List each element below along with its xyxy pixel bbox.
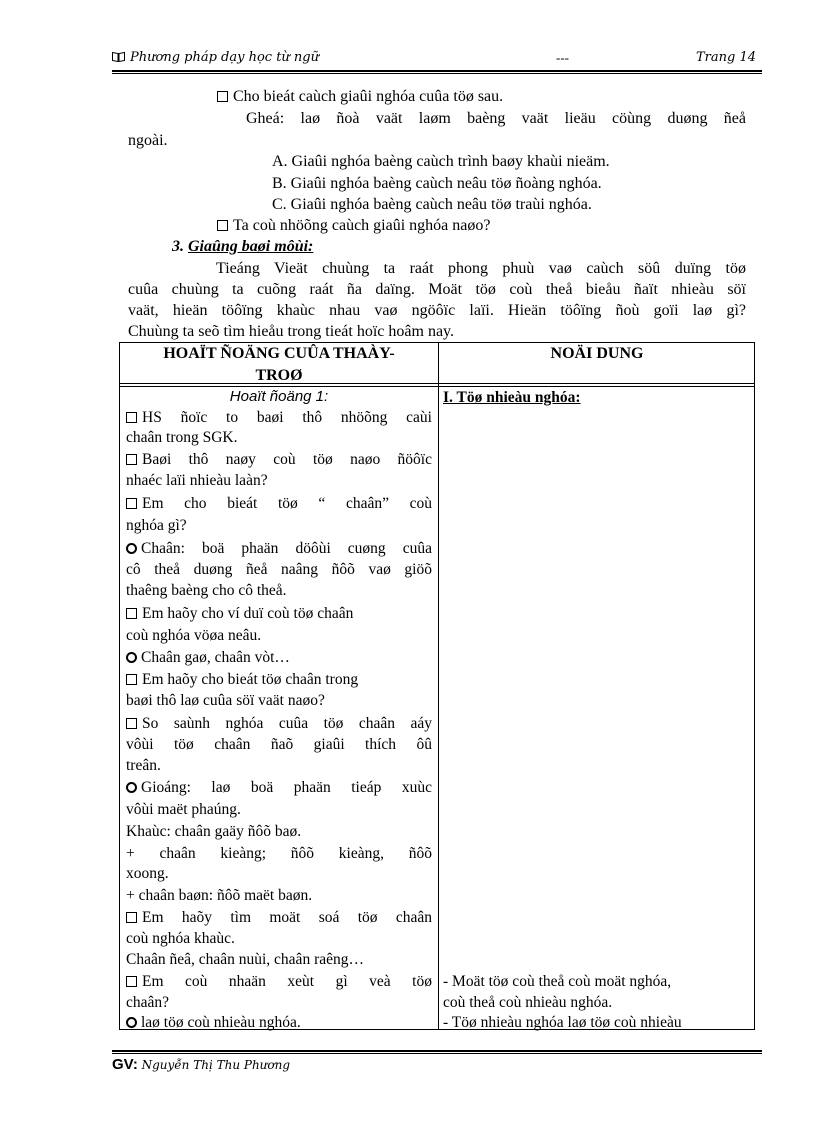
table-row: Chaân ñeâ, chaân nuùi, chaân raêng… [126,951,364,968]
option-c: C. Giaûi nghóa baèng caùch neâu töø traùi nghóa. [272,196,592,213]
page-header [112,50,762,70]
table-row: laø töø coù nhieàu nghóa. [126,1013,432,1033]
header-rule [112,70,762,72]
table-row: Em cho bieát töø “ chaân” coù [126,494,432,514]
intro-line: ngoài. [128,132,168,149]
circle-bullet-icon [126,782,137,793]
table-row: Em haõy cho ví duï coù töø chaân [126,604,432,624]
header-page-number: Trang 14 [695,50,756,65]
square-bullet-icon [126,674,137,685]
page-footer [112,1056,290,1074]
activity-heading: Hoaït ñoäng 1: [229,388,329,405]
table-row: vôùi töø chaân ñaõ giaûi thích ôû [126,736,432,753]
square-bullet-icon [217,220,228,231]
square-bullet-icon [126,454,137,465]
table-row: Em haõy tìm moät soá töø chaân [126,908,432,928]
table-row: chaân? [126,994,170,1011]
intro-line: Gheá: laø ñoà vaät laøm baèng vaät lieäu cöùng duøng ñeå [246,110,746,127]
table-column-divider [438,342,439,1030]
table-row: vôùi maët phaúng. [126,801,241,818]
table-row: treân. [126,757,161,774]
circle-bullet-icon [126,543,137,554]
table-row: HS ñoïc to baøi thô nhöõng caùi [126,408,432,428]
table-header-content: NOÄI DUNG [550,345,644,362]
table-row: nhaéc laïi nhieàu laàn? [126,472,268,489]
intro-question: Ta coù nhöõng caùch giaûi nghóa naøo? [217,215,490,237]
footer-label: GV: [112,1056,138,1073]
table-row: Chaân: boä phaän döôùi cuøng cuûa [126,539,432,559]
header-rule-thin [112,73,762,74]
section-paragraph-line: vaät, hieän töôïng khaùc nhau vaø ngöôïc laïi. Hieän töôïng ñoù goïi laø gì? [128,302,746,319]
table-row: Baøi thô naøy coù töø naøo ñöôïc [126,450,432,470]
table-row: So saùnh nghóa cuûa töø chaân aáy [126,714,432,734]
table-row: + chaân baøn: ñôõ maët baøn. [126,887,313,904]
content-heading: I. Töø nhieàu nghóa: [443,389,581,406]
square-bullet-icon [126,608,137,619]
content-line: - Moät töø coù theå coù moät nghóa, [443,973,672,990]
square-bullet-icon [126,718,137,729]
circle-bullet-icon [126,1017,137,1028]
table-row: Gioáng: laø boä phaän tieáp xuùc [126,778,432,798]
section-heading: 3. Giaûng baøi môùi: [172,238,314,255]
square-bullet-icon [217,91,228,102]
footer-teacher-name: Nguyễn Thị Thu Phương [141,1058,291,1072]
table-row: Em haõy cho bieát töø chaân trong [126,670,432,690]
header-separator: --- [556,50,569,65]
option-a: A. Giaûi nghóa baèng caùch trình baøy khaùi nieäm. [272,153,610,170]
table-row: cô theå duøng ñeå naâng ñôõ vaø giöõ [126,561,432,578]
table-row: Em coù nhaän xeùt gì veà töø [126,972,432,992]
footer-rule-thin [112,1053,762,1054]
option-b: B. Giaûi nghóa baèng caùch neâu töø ñoàng nghóa. [272,175,602,192]
table-row: Chaân gaø, chaân vòt… [126,648,432,668]
table-row: baøi thô laø cuûa söï vaät naøo? [126,692,325,709]
content-line: coù theå coù nhieàu nghóa. [443,994,613,1011]
content-line: - Töø nhieàu nghóa laø töø coù nhieàu [443,1014,682,1031]
section-paragraph-line: cuûa chuùng ta cuõng raát ña daïng. Moät töø coù theå bieåu ñaït nhieàu söï [128,281,746,298]
square-bullet-icon [126,498,137,509]
table-row: nghóa gì? [126,517,187,534]
square-bullet-icon [126,912,137,923]
table-row: coù nghóa vöøa neâu. [126,627,262,644]
table-row: thaêng baèng cho cô theå. [126,582,287,599]
table-row: Khaùc: chaân gaäy ñôõ baø. [126,823,302,840]
intro-line: Cho bieát caùch giaûi nghóa cuûa töø sau. [217,86,503,108]
square-bullet-icon [126,412,137,423]
table-row: coù nghóa khaùc. [126,930,235,947]
section-paragraph-line: Tieáng Vieät chuùng ta raát phong phuù vaø caùch söû duïng töø [216,260,746,277]
footer-rule [112,1050,762,1052]
table-row: xoong. [126,865,169,882]
section-paragraph-line: Chuùng ta seõ tìm hieåu trong tieát hoïc hoâm nay. [128,323,454,340]
circle-bullet-icon [126,652,137,663]
header-title: Phương pháp dạy học từ ngữ [130,50,320,65]
square-bullet-icon [126,976,137,987]
table-header-activities: HOAÏT ÑOÄNG CUÛA THAÀY- TROØ [163,345,395,384]
table-row: + chaân kieàng; ñôõ kieàng, ñôõ [126,845,432,862]
book-icon [112,51,125,62]
table-row: chaân trong SGK. [126,429,238,446]
